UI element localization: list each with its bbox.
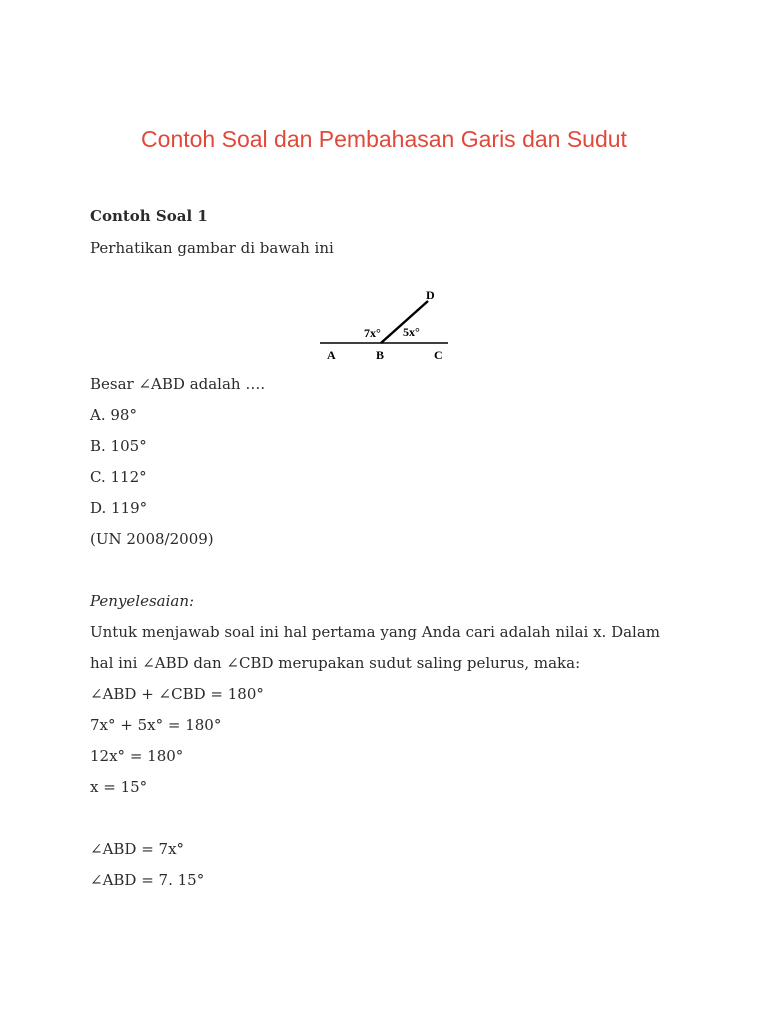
solution-line: hal ini ∠ABD dan ∠CBD merupakan sudut saling pelurus, maka:: [90, 654, 581, 672]
page-title: Contoh Soal dan Pembahasan Garis dan Sudut: [141, 126, 627, 152]
final-line: ∠ABD = 7x°: [90, 840, 185, 858]
final-line: ∠ABD = 7. 15°: [90, 871, 205, 889]
option-b: B. 105°: [90, 437, 147, 455]
solution-label: Penyelesaian:: [90, 592, 195, 610]
intro-text: Perhatikan gambar di bawah ini: [90, 239, 334, 257]
solution-line: ∠ABD + ∠CBD = 180°: [90, 685, 264, 703]
label-a: A: [327, 348, 336, 362]
label-c: C: [434, 348, 443, 362]
solution-line: Untuk menjawab soal ini hal pertama yang Anda cari adalah nilai x. Dalam: [90, 623, 661, 641]
option-c: C. 112°: [90, 468, 147, 486]
question-text: Besar ∠ABD adalah ….: [90, 375, 266, 393]
option-a: A. 98°: [90, 406, 137, 424]
angle-figure: [318, 285, 450, 371]
source-text: (UN 2008/2009): [90, 530, 214, 548]
option-d: D. 119°: [90, 499, 148, 517]
label-d: D: [426, 288, 435, 302]
solution-line: x = 15°: [90, 778, 148, 796]
angle-left-label: 7x°: [364, 326, 381, 340]
example-heading: Contoh Soal 1: [90, 207, 208, 225]
solution-line: 12x° = 180°: [90, 747, 184, 765]
angle-right-label: 5x°: [403, 325, 420, 339]
label-b: B: [376, 348, 385, 362]
solution-line: 7x° + 5x° = 180°: [90, 716, 222, 734]
